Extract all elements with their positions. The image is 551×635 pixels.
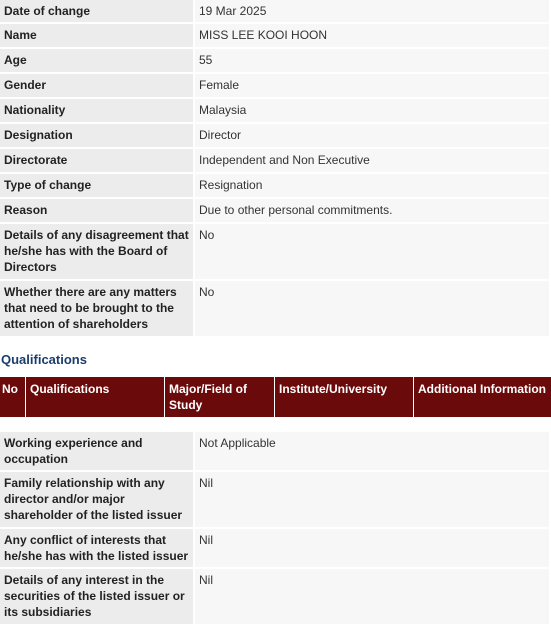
table-row — [0, 432, 549, 470]
row-label: Directorate — [0, 149, 193, 172]
spacer — [0, 418, 551, 428]
row-value: No — [195, 224, 549, 279]
row-value: MISS LEE KOOI HOON — [195, 24, 549, 47]
table-row — [0, 49, 549, 72]
table-row — [0, 124, 549, 147]
table-row — [0, 99, 549, 122]
table-row — [0, 24, 549, 47]
row-label: Name — [0, 24, 193, 47]
column-header-no: No — [0, 377, 25, 418]
qualifications-heading: Qualifications — [1, 352, 87, 367]
row-label: Any conflict of interests that he/she has with the listed issuer — [0, 529, 193, 567]
column-header-major-field: Major/Field of Study — [164, 377, 274, 418]
row-label: Details of any interest in the securities of the listed issuer or its subsidiaries — [0, 569, 193, 624]
table-row — [0, 472, 549, 527]
qualifications-header-row — [0, 377, 551, 418]
table-row — [0, 569, 549, 624]
table-row — [0, 149, 549, 172]
row-value: 55 — [195, 49, 549, 72]
row-label: Family relationship with any director and/or major shareholder of the listed issuer — [0, 472, 193, 527]
column-header-institute: Institute/University — [274, 377, 413, 418]
row-value: Nil — [195, 569, 549, 624]
table-row — [0, 0, 549, 22]
row-value: Director — [195, 124, 549, 147]
row-value: Independent and Non Executive — [195, 149, 549, 172]
row-label: Designation — [0, 124, 193, 147]
row-value: Not Applicable — [195, 432, 549, 470]
row-label: Type of change — [0, 174, 193, 197]
row-value: 19 Mar 2025 — [195, 0, 549, 22]
row-label: Gender — [0, 74, 193, 97]
row-value: Nil — [195, 472, 549, 527]
table-row — [0, 74, 549, 97]
row-label: Nationality — [0, 99, 193, 122]
table-row — [0, 529, 549, 567]
row-value: Nil — [195, 529, 549, 567]
row-label: Date of change — [0, 0, 193, 22]
background-details-table — [0, 430, 551, 626]
table-row — [0, 281, 549, 336]
row-label: Working experience and occupation — [0, 432, 193, 470]
qualifications-table — [0, 376, 551, 418]
row-label: Whether there are any matters that need to be brought to the attention of shareholders — [0, 281, 193, 336]
table-row — [0, 199, 549, 222]
row-value: Female — [195, 74, 549, 97]
row-value: Resignation — [195, 174, 549, 197]
column-header-qualifications: Qualifications — [25, 377, 164, 418]
row-label: Age — [0, 49, 193, 72]
row-value: Due to other personal commitments. — [195, 199, 549, 222]
table-row — [0, 224, 549, 279]
row-label: Details of any disagreement that he/she has with the Board of Directors — [0, 224, 193, 279]
row-value: No — [195, 281, 549, 336]
row-value: Malaysia — [195, 99, 549, 122]
row-label: Reason — [0, 199, 193, 222]
column-header-additional-info: Additional Information — [413, 377, 551, 418]
table-row — [0, 174, 549, 197]
